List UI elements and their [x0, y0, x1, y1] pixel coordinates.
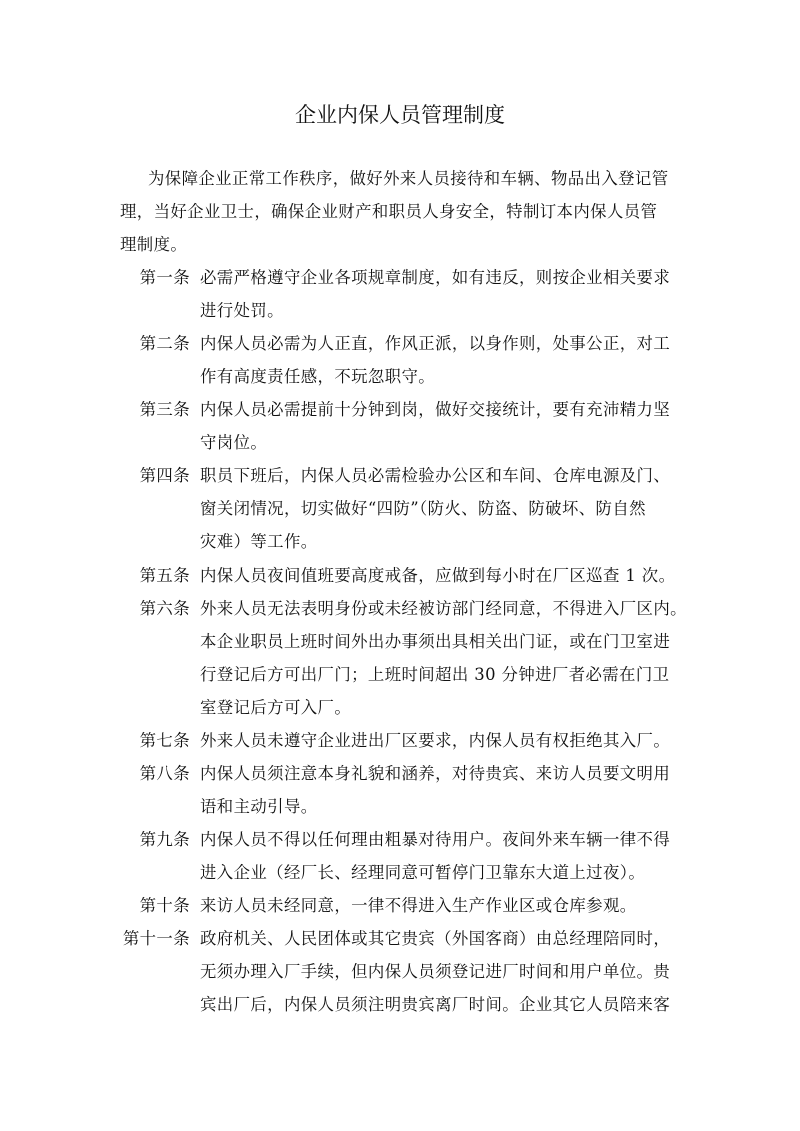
article-line: 宾出厂后，内保人员须注明贵宾离厂时间。企业其它人员陪来客	[200, 995, 671, 1014]
article-line: 灾难）等工作。	[200, 532, 318, 551]
article-label: 第八条	[139, 764, 190, 783]
article-line: 作有高度责任感，不玩忽职守。	[200, 367, 436, 386]
article-label: 第三条	[139, 400, 190, 419]
article-line: 无须办理入厂手续，但内保人员须登记进厂时间和用户单位。贵	[200, 962, 671, 981]
article-label: 第九条	[139, 830, 190, 849]
article-line: 职员下班后，内保人员必需检验办公区和车间、仓库电源及门、	[200, 466, 671, 485]
article-line: 内保人员夜间值班要高度戒备，应做到每小时在厂区巡查 1 次。	[200, 566, 676, 585]
article-line: 来访人员未经同意，一律不得进入生产作业区或仓库参观。	[200, 896, 637, 915]
intro-line: 理，当好企业卫士，确保企业财产和职员人身安全，特制订本内保人员管	[120, 202, 658, 221]
article-line: 必需严格遵守企业各项规章制度，如有违反，则按企业相关要求	[200, 268, 671, 287]
article-label: 第十一条	[122, 929, 190, 948]
document-title: 企业内保人员管理制度	[295, 103, 505, 127]
article-line: 进入企业（经厂长、经理同意可暂停门卫靠东大道上过夜）。	[200, 863, 646, 882]
article-label: 第四条	[139, 466, 190, 485]
article-label: 第一条	[139, 268, 190, 287]
article-label: 第六条	[139, 599, 190, 618]
article-line: 内保人员不得以任何理由粗暴对待用户。夜间外来车辆一律不得	[200, 830, 671, 849]
article-line: 政府机关、人民团体或其它贵宾（外国客商）由总经理陪同时，	[200, 929, 671, 948]
article-line: 语和主动引导。	[200, 797, 318, 816]
article-line: 窗关闭情况，切实做好“四防”（防火、防盗、防破坏、防自然	[200, 499, 646, 518]
article-line: 室登记后方可入厂。	[200, 698, 352, 717]
article-label: 第五条	[139, 566, 190, 585]
article-line: 外来人员无法表明身份或未经被访部门经同意，不得进入厂区内。	[200, 599, 687, 618]
article-line: 内保人员必需为人正直，作风正派，以身作则，处事公正，对工	[200, 334, 671, 353]
article-line: 内保人员必需提前十分钟到岗，做好交接统计，要有充沛精力坚	[200, 400, 671, 419]
intro-line: 为保障企业正常工作秩序，做好外来人员接待和车辆、物品出入登记管	[148, 169, 669, 188]
article-line: 进行处罚。	[200, 301, 284, 320]
article-label: 第七条	[139, 731, 190, 750]
article-line: 守岗位。	[200, 433, 268, 452]
intro-line: 理制度。	[120, 235, 188, 254]
article-line: 外来人员未遵守企业进出厂区要求，内保人员有权拒绝其入厂。	[200, 731, 671, 750]
article-line: 行登记后方可出厂门；上班时间超出 30 分钟进厂者必需在门卫	[200, 665, 670, 684]
article-line: 本企业职员上班时间外出办事须出具相关出门证，或在门卫室进	[200, 632, 671, 651]
article-label: 第十条	[139, 896, 190, 915]
article-line: 内保人员须注意本身礼貌和涵养，对待贵宾、来访人员要文明用	[200, 764, 671, 783]
article-label: 第二条	[139, 334, 190, 353]
